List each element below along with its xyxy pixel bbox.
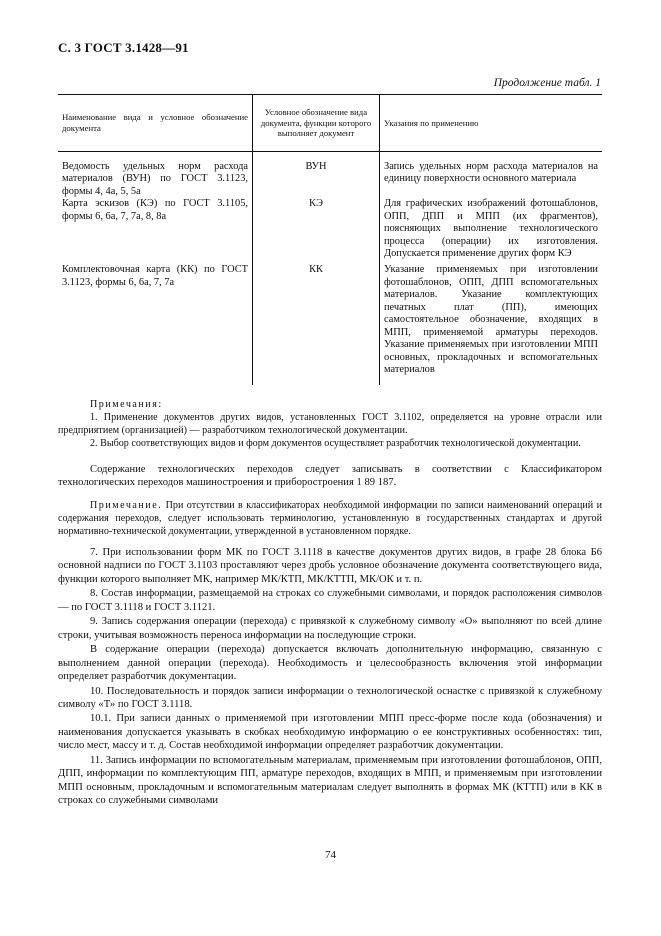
note-paragraph — [58, 499, 602, 538]
column-header-document-code: Условное обозначение вида документа, функции которого выполняет документ — [253, 95, 380, 152]
note-item: 1. Применение документов других видов, установленных ГОСТ 3.1102, определяется на уровне отрасли или предприятием (организацией) — разработчиком технологической документации. — [58, 412, 602, 437]
clause-7: 7. При использовании форм МК по ГОСТ 3.1118 в качестве документов других видов, в графе 28 блока Б6 основной надписи по ГОСТ 3.1103 проставляют через дробь условное обозначение документа соответствующего вида, функции которого выполняет МК, например МК/КТП, МК/КТТП, МК/ОК и т. п. — [58, 547, 602, 585]
clause-9: 9. Запись содержания операции (перехода) с привязкой к служебному символу «О» выполняют по всей длине строки, учитывая возможность переноса информации на последующие строки. — [58, 616, 602, 641]
classifier-note — [58, 499, 602, 538]
transitions-paragraph — [58, 463, 602, 490]
column-header-usage: Указания по применению — [380, 95, 603, 152]
page-number: 74 — [325, 849, 336, 861]
note-heading: Примечание. — [90, 500, 163, 511]
table-row — [58, 152, 602, 199]
table-header-row — [58, 95, 602, 152]
paragraph-text: Содержание технологических переходов следует записывать в соответствии с Классификатором технологических переходов машиностроения и приборостроения 1 89 187. — [58, 464, 602, 489]
usage-cell: Для графических изображений фотошаблонов, ОПП, ДПП и МПП (их фрагментов), поясняющих выполнение технологического процесса (операции) их изготовления. Допускается применение других форм КЭ — [384, 198, 598, 260]
clause-10: 10. Последовательность и порядок записи информации о технологической оснастке с привязкой к служебному символу «Т» по ГОСТ 3.1118. — [58, 685, 602, 710]
usage-cell: Указание применяемых при изготовлении фотошаблонов, ОПП, ДПП вспомогательных материалов. Указание комплектующих печатных плат (ПП), имеющих самостоятельное обозначение, входящих в МПП, применяемой арматуры переходов. Указание применяемых при изготовлении МПП основных, прокладочных и вспомогательных материалов — [384, 264, 598, 376]
table-continuation-label: Продолжение табл. 1 — [493, 77, 601, 89]
document-types-table — [58, 94, 602, 385]
clause-11: 11. Запись информации по вспомогательным материалам, применяемым при изготовлении фотошаблонов, ОПП, ДПП, информации по комплектующим ПП, арматуре переходов, входящих в МПП, и применяемым при изготовлении МПП основным, прокладочным и вспомогательным материалам следует выполнять в формах МК (КТТП) или в КК в строках со служебными символами — [58, 754, 602, 807]
clause-9-continuation: В содержание операции (перехода) допускается включать дополнительную информацию, связанную с выполнением данной операции (перехода). Необходимость и целесообразность включения этой информации определяет разработчик документации. — [58, 644, 602, 683]
usage-cell: Запись удельных норм расхода материалов на единицу поверхности основного материала — [384, 161, 598, 185]
notes-heading: Примечания: — [90, 399, 163, 410]
clauses-section — [58, 546, 602, 809]
page-header: С. 3 ГОСТ 3.1428—91 — [58, 40, 189, 55]
note-text: При отсутствии в классификаторах необходимой информации по записи наименований операций и содержания переходов, следует использовать терминологию, установленную в государственных стандартах и другой нормативно-технической документации, утвержденной в установленном порядке. — [58, 500, 602, 538]
note-item: 2. Выбор соответствующих видов и форм документов осуществляет разработчик технологической документации. — [90, 438, 581, 450]
document-name-cell: Карта эскизов (КЭ) по ГОСТ 3.1105, формы 6, 6а, 7, 7а, 8, 8а — [62, 198, 248, 222]
table-row — [58, 264, 602, 385]
document-name-cell: Ведомость удельных норм расхода материалов (ВУН) по ГОСТ 3.1123, формы 4, 4а, 5, 5а — [62, 161, 248, 197]
table-notes — [58, 398, 602, 450]
document-name-cell: Комплектовочная карта (КК) по ГОСТ 3.1123, формы 6, 6а, 7, 7а — [62, 264, 248, 288]
table-row — [58, 198, 602, 264]
document-code-cell: ВУН — [253, 152, 380, 199]
column-header-document-name: Наименование вида и условное обозначение документа — [58, 95, 253, 152]
clause-10-1: 10.1. При записи данных о применяемой при изготовлении МПП пресс-форме после кода (обозначения) и наименования допускается указывать в скобках необходимую информацию о ее конструктивных особенностях: тип, число мест, массу и т. д. Состав необходимой информации определяет разработчик документации. — [58, 713, 602, 752]
document-code-cell: КК — [253, 264, 380, 385]
document-code-cell: КЭ — [253, 198, 380, 264]
clause-8: 8. Состав информации, размещаемой на строках со служебными символами, и порядок расположения символов — по ГОСТ 3.1118 и ГОСТ 3.1121. — [58, 588, 602, 613]
